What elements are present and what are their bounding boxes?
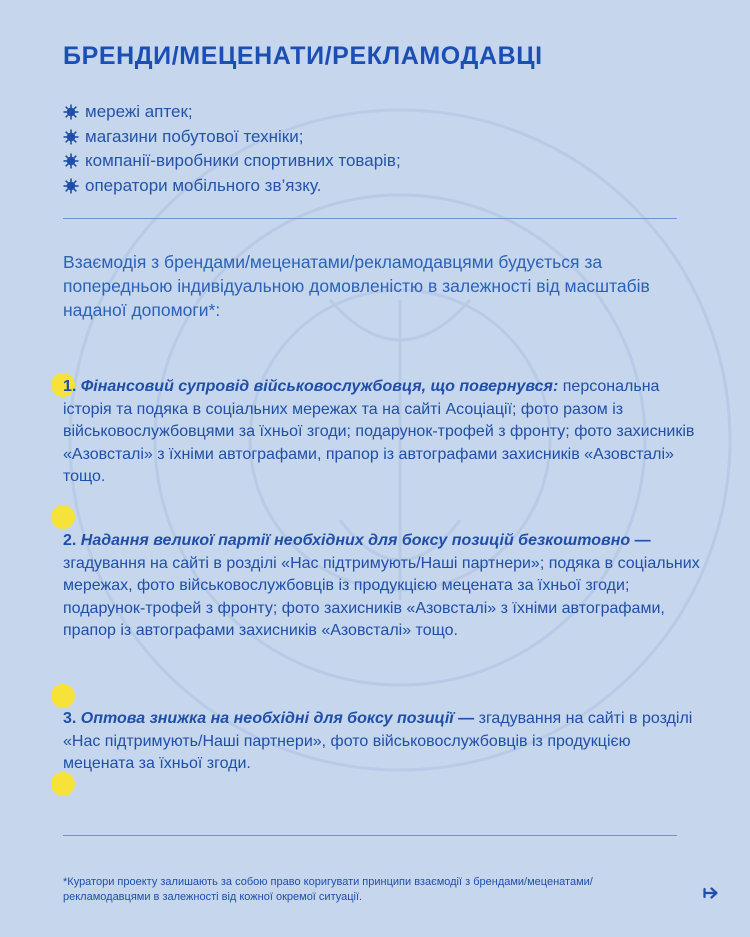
sun-icon xyxy=(63,178,79,194)
item-heading: Надання великої партії необхідних для боксу позицій безкоштовно — xyxy=(80,532,651,549)
item-number: 3. xyxy=(63,710,77,727)
item-body: згадування на сайті в розділі «Нас підтримують/Наші партнери», фото військовослужбовців із продукцією мецената за їхньої згоди. xyxy=(63,710,693,773)
page-title: БРЕНДИ/МЕЦЕНАТИ/РЕКЛАМОДАВЦІ xyxy=(63,42,543,70)
sun-icon xyxy=(63,129,79,145)
list-item xyxy=(63,174,401,199)
list-item-text: компанії-виробники спортивних товарів; xyxy=(85,151,401,170)
item-number: 2. xyxy=(63,532,77,549)
list-item xyxy=(63,100,401,125)
item-heading: Оптова знижка на необхідні для боксу позиції — xyxy=(80,710,475,727)
footnote: *Куратори проекту залишають за собою право коригувати принципи взаємодії з брендами/меценатами/рекламодавцями в залежності від кожної окремої ситуації. xyxy=(63,876,593,903)
item-body: персональна історія та подяка в соціальних мережах та на сайті Асоціації; фото разом із військовослужбовцями за їхньої згоди; подарунок-трофей з фронту; фото захисників «Азовсталі» з їхніми автографами, прапор із автографами захисників «Азовсталі» тощо. xyxy=(63,378,695,486)
divider xyxy=(63,218,677,219)
item-body: згадування на сайті в розділі «Нас підтримують/Наші партнери»; подяка в соціальних мережах, фото військовослужбовців із продукцією мецената за їхньої згоди; подарунок-трофей з фронту; фото захисників «Азовсталі» з їхніми автографами, прапор із автографами захисників «Азовсталі» тощо. xyxy=(63,554,700,640)
list-item xyxy=(63,149,401,174)
offer-item-1 xyxy=(63,376,703,489)
divider xyxy=(63,835,677,836)
sun-icon xyxy=(63,153,79,169)
yellow-dot-decoration xyxy=(51,772,75,796)
yellow-dot-decoration xyxy=(51,505,75,529)
list-item-text: магазини побутової техніки; xyxy=(85,126,304,146)
list-item-text: мережі аптек; xyxy=(85,102,193,121)
yellow-dot-decoration xyxy=(51,684,75,708)
sun-icon xyxy=(63,104,79,120)
arrow-right-icon[interactable] xyxy=(703,887,719,899)
bullet-list xyxy=(63,100,401,198)
item-heading: Фінансовий супровід військовослужбовця, що повернувся: xyxy=(80,378,559,395)
list-item-text: оператори мобільного зв’язку. xyxy=(85,175,322,195)
offer-item-3 xyxy=(63,708,703,776)
item-number: 1. xyxy=(63,378,77,395)
intro-paragraph: Взаємодія з брендами/меценатами/рекламодавцями будується за попередньою індивідуальною домовленістю в залежності від масштабів наданої допомоги*: xyxy=(63,252,650,320)
list-item xyxy=(63,125,401,150)
offer-item-2 xyxy=(63,530,703,643)
